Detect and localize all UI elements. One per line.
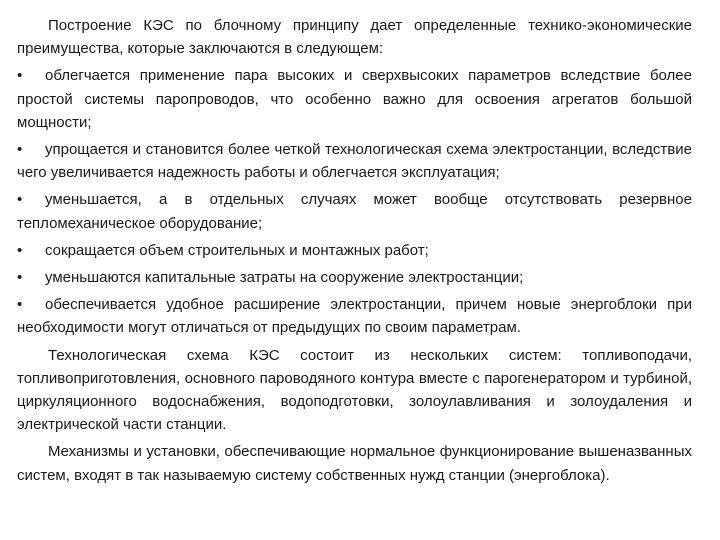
- bullet-symbol: •: [17, 269, 23, 287]
- bullet-text-3: уменьшается, а в отдельных случаях может вообще отсутствовать резервное тепломеханическое оборудование;: [17, 191, 692, 232]
- scheme-paragraph: Технологическая схема КЭС состоит из нескольких систем: топливоподачи, топливоприготовления, основного пароводяного контура вместе с парогенератором и турбиной, циркуляционного водоснабжения, водоподготовки, золоулавливания и золоудаления и электрической части станции.: [17, 346, 692, 434]
- bullet-item-2: [17, 138, 692, 184]
- intro-paragraph: Построение КЭС по блочному принципу дает определенные технико-экономические преимущества, которые заключаются в следующем:: [17, 17, 692, 58]
- bullet-text-1: облегчается применение пара высоких и сверхвысоких параметров вследствие более простой системы паропроводов, что особенно важно для освоения агрегатов большой мощности;: [17, 67, 692, 131]
- bullet-text-5: уменьшаются капитальные затраты на сооружение электростанции;: [45, 269, 524, 287]
- bullet-text-2: упрощается и становится более четкой технологическая схема электростанции, вследствие чего увеличивается надежность работы и облегчается эксплуатация;: [17, 141, 692, 182]
- document-page: [17, 14, 692, 487]
- bullet-text-6: обеспечивается удобное расширение электростанции, причем новые энергоблоки при необходимости могут отличаться от предыдущих по своим параметрам.: [17, 296, 692, 337]
- bullet-item-5: [17, 266, 692, 289]
- bullet-item-4: [17, 239, 692, 262]
- bullet-text-4: сокращается объем строительных и монтажных работ;: [45, 241, 429, 259]
- bullet-item-3: [17, 188, 692, 234]
- bullet-item-1: [17, 64, 692, 134]
- bullet-symbol: •: [17, 141, 23, 159]
- bullet-symbol: •: [17, 191, 23, 209]
- bullet-symbol: •: [17, 296, 23, 314]
- auxiliary-paragraph: Механизмы и установки, обеспечивающие нормальное функционирование вышеназванных систем, входят в так называемую систему собственных нужд станции (энергоблока).: [17, 443, 692, 484]
- bullet-symbol: •: [17, 241, 23, 259]
- bullet-symbol: •: [17, 67, 23, 85]
- bullet-item-6: [17, 293, 692, 339]
